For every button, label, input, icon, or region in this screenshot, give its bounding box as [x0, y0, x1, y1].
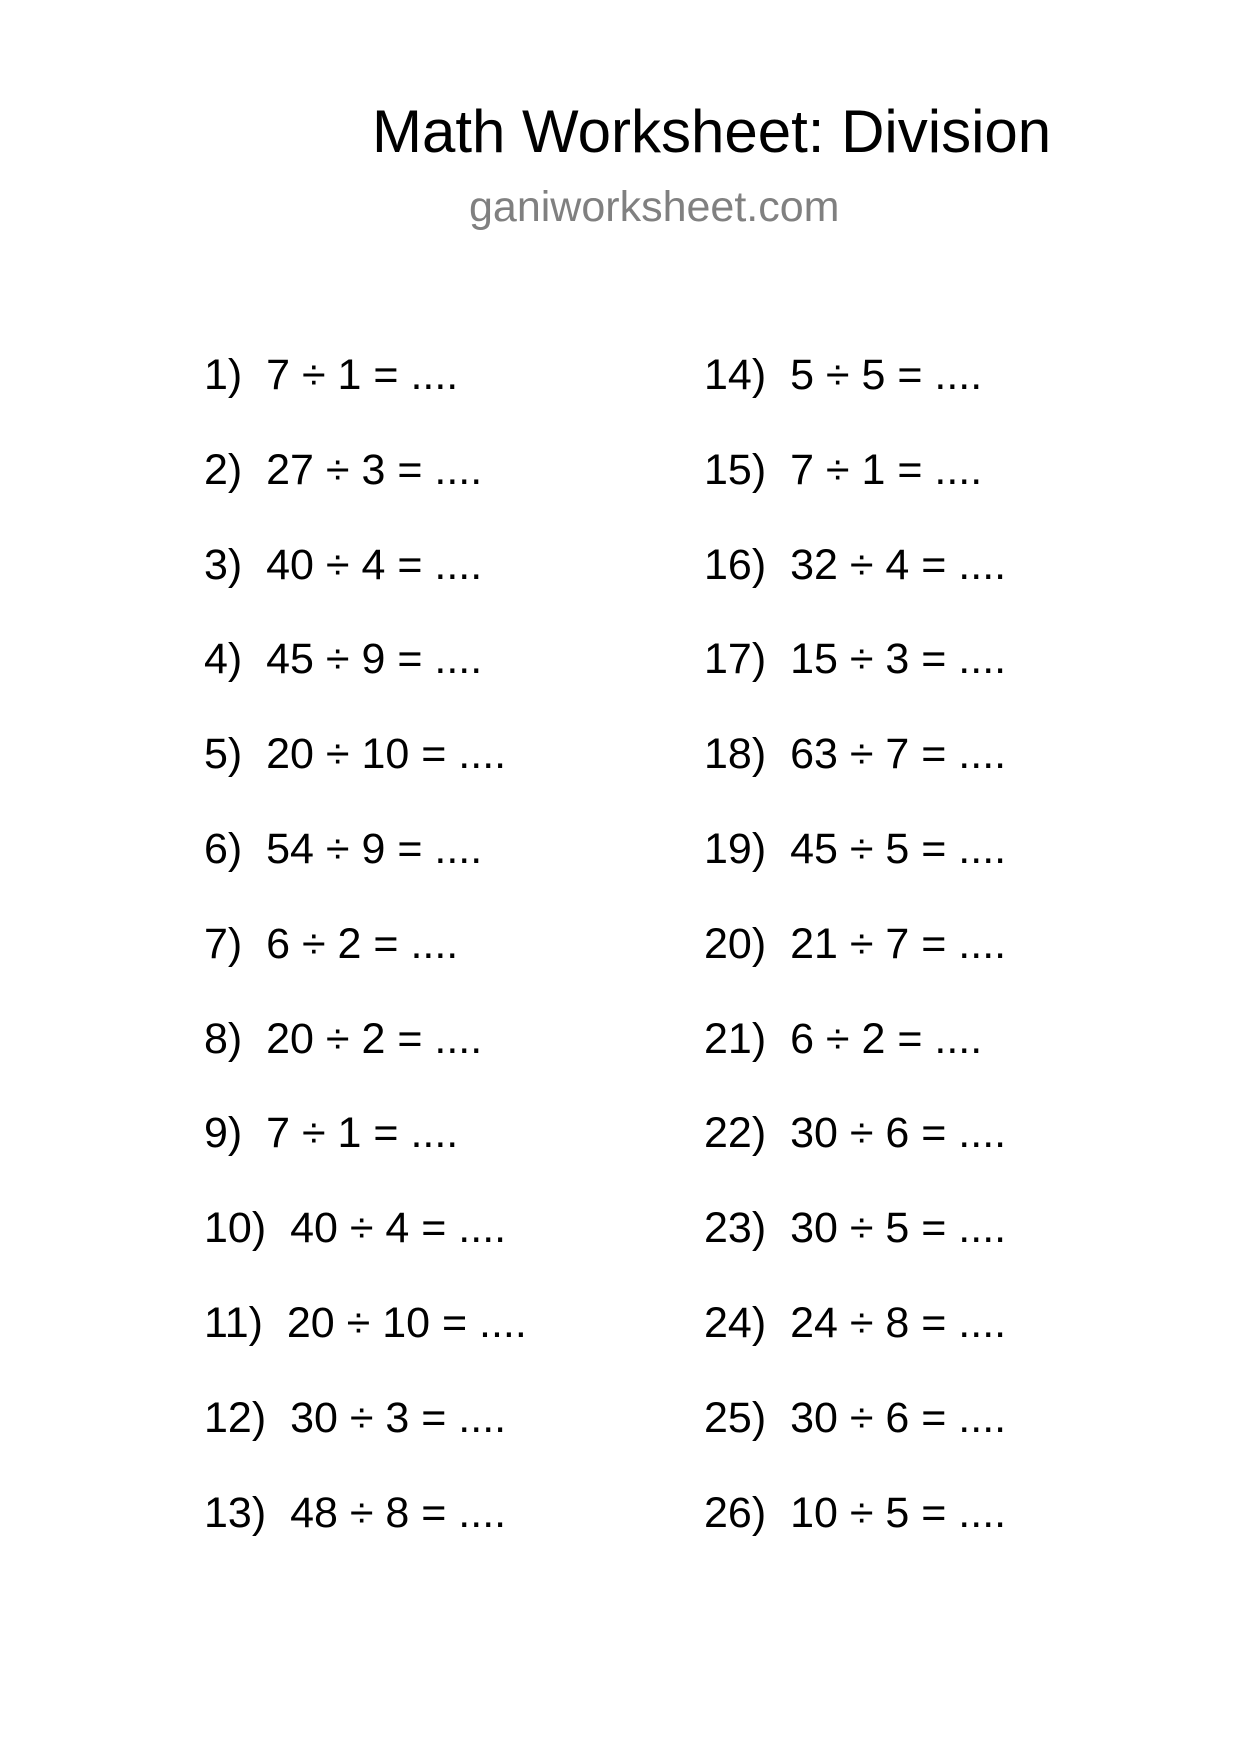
problem-number: 7) [204, 919, 243, 968]
problem-expression: 30 ÷ 5 = .... [790, 1204, 1007, 1253]
problem-5 [204, 729, 664, 824]
problem-expression: 7 ÷ 1 = .... [266, 1109, 459, 1158]
problem-24 [704, 1298, 1164, 1393]
problem-expression: 30 ÷ 6 = .... [790, 1109, 1007, 1158]
problem-expression: 7 ÷ 1 = .... [266, 351, 459, 399]
problem-number: 16) [704, 540, 767, 589]
problem-number: 2) [204, 445, 243, 494]
problem-6 [204, 824, 664, 919]
problem-column-right [704, 350, 1164, 1582]
problem-expression: 7 ÷ 1 = .... [790, 445, 983, 494]
problem-number: 1) [204, 351, 243, 399]
problem-11 [204, 1298, 664, 1393]
problem-10 [204, 1203, 664, 1298]
problem-16 [704, 540, 1164, 635]
problem-7 [204, 919, 664, 1014]
problem-expression: 40 ÷ 4 = .... [290, 1204, 507, 1253]
worksheet-title: Math Worksheet: Division [372, 98, 1052, 165]
problem-number: 14) [704, 351, 767, 399]
problem-expression: 45 ÷ 9 = .... [266, 635, 483, 684]
problem-number: 23) [704, 1204, 767, 1253]
problem-number: 18) [704, 730, 767, 779]
problem-number: 26) [704, 1488, 767, 1537]
problem-number: 13) [204, 1488, 267, 1537]
problem-expression: 20 ÷ 10 = .... [266, 730, 507, 779]
problem-number: 17) [704, 635, 767, 684]
problem-expression: 30 ÷ 3 = .... [290, 1393, 507, 1442]
problem-number: 12) [204, 1393, 267, 1442]
problem-number: 22) [704, 1109, 767, 1158]
problem-3 [204, 540, 664, 635]
problem-23 [704, 1203, 1164, 1298]
problem-expression: 45 ÷ 5 = .... [790, 824, 1007, 873]
problem-expression: 10 ÷ 5 = .... [790, 1488, 1007, 1537]
problem-number: 24) [704, 1298, 767, 1347]
problem-expression: 20 ÷ 2 = .... [266, 1014, 483, 1063]
problem-number: 4) [204, 635, 243, 684]
website-subtitle: ganiworksheet.com [469, 183, 840, 231]
problem-expression: 6 ÷ 2 = .... [790, 1014, 983, 1063]
problem-number: 9) [204, 1109, 243, 1158]
problem-number: 19) [704, 824, 767, 873]
problem-8 [204, 1014, 664, 1109]
problem-column-left [204, 350, 664, 1582]
problem-number: 3) [204, 540, 243, 589]
problem-expression: 21 ÷ 7 = .... [790, 919, 1007, 968]
problem-expression: 27 ÷ 3 = .... [266, 445, 483, 494]
problem-9 [204, 1108, 664, 1203]
problem-number: 11) [204, 1298, 263, 1347]
problem-21 [704, 1014, 1164, 1109]
problem-15 [704, 445, 1164, 540]
problem-17 [704, 634, 1164, 729]
problem-number: 21) [704, 1014, 767, 1063]
problem-number: 15) [704, 445, 767, 494]
problem-expression: 63 ÷ 7 = .... [790, 730, 1007, 779]
problem-expression: 30 ÷ 6 = .... [790, 1393, 1007, 1442]
problem-19 [704, 824, 1164, 919]
problem-expression: 15 ÷ 3 = .... [790, 635, 1007, 684]
problem-13 [204, 1488, 664, 1583]
problem-number: 5) [204, 730, 243, 779]
problem-number: 25) [704, 1393, 767, 1442]
problem-number: 10) [204, 1204, 267, 1253]
problem-expression: 5 ÷ 5 = .... [790, 351, 983, 399]
problem-12 [204, 1393, 664, 1488]
problem-18 [704, 729, 1164, 824]
problem-expression: 20 ÷ 10 = .... [286, 1298, 527, 1347]
problem-expression: 54 ÷ 9 = .... [266, 824, 483, 873]
problem-number: 8) [204, 1014, 243, 1063]
problem-25 [704, 1393, 1164, 1488]
problem-expression: 32 ÷ 4 = .... [790, 540, 1007, 589]
problem-26 [704, 1488, 1164, 1583]
problem-number: 6) [204, 824, 243, 873]
problem-4 [204, 634, 664, 729]
problem-expression: 6 ÷ 2 = .... [266, 919, 459, 968]
problem-20 [704, 919, 1164, 1014]
problem-22 [704, 1108, 1164, 1203]
problem-expression: 24 ÷ 8 = .... [790, 1298, 1007, 1347]
problem-expression: 48 ÷ 8 = .... [290, 1488, 507, 1537]
problem-number: 20) [704, 919, 767, 968]
problem-2 [204, 445, 664, 540]
problem-14 [704, 350, 1164, 445]
problem-expression: 40 ÷ 4 = .... [266, 540, 483, 589]
problem-1 [204, 350, 664, 445]
